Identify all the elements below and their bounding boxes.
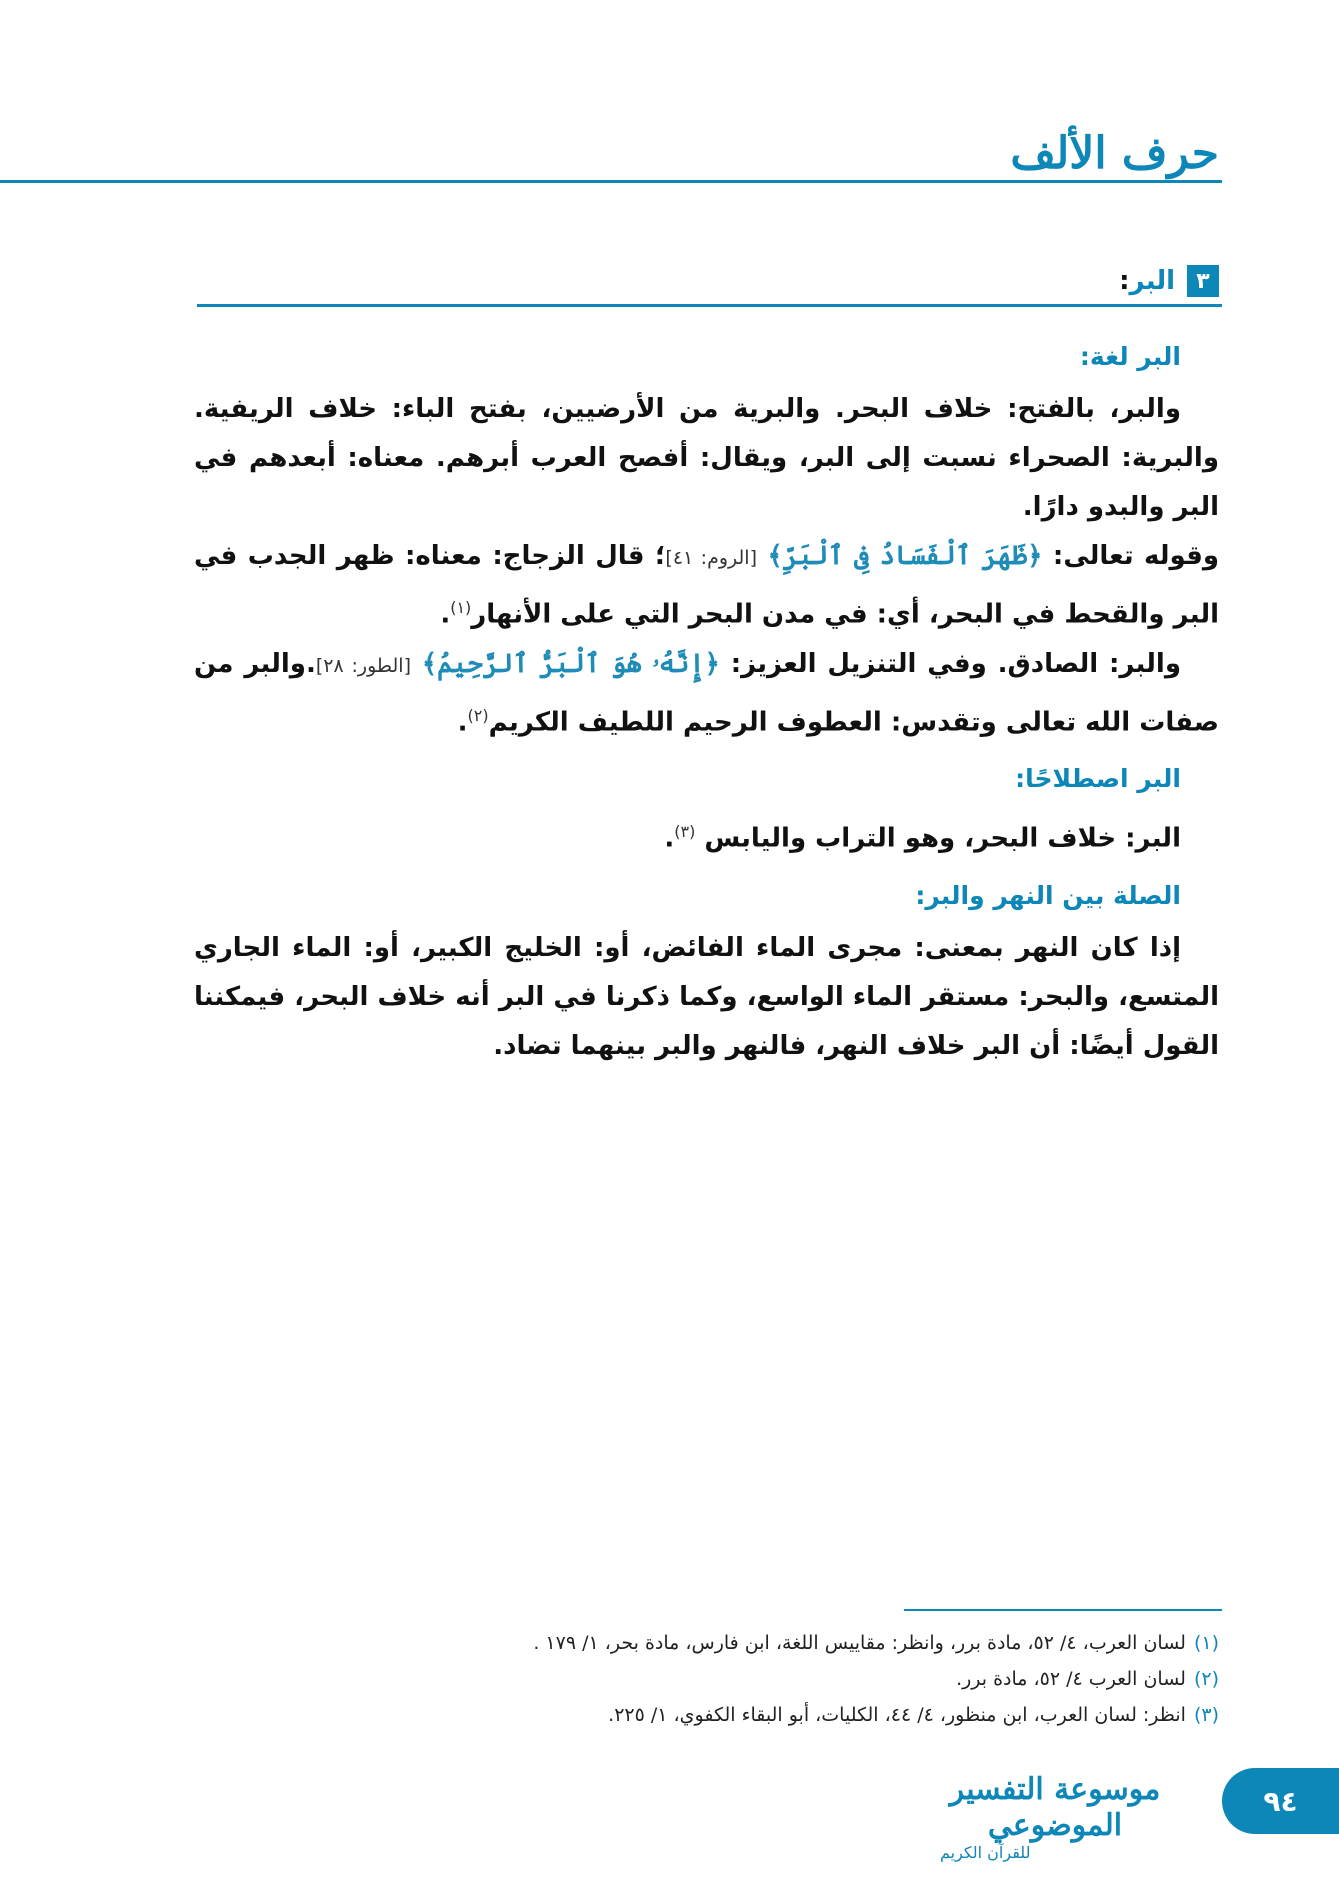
- subheading-technical: البر اصطلاحًا:: [1015, 764, 1181, 794]
- footnote-item: (٢) لسان العرب ٤/ ٥٢، مادة برر.: [956, 1668, 1219, 1690]
- relation-paragraph: إذا كان النهر بمعنى: مجرى الماء الفائض، أو: الخليج الكبير، أو: الماء الجاري المتسع، والبحر: مستقر الماء الواسع، وكما ذكرنا في البر أنه خلاف البحر، فيمكننا القول أيضًا: أن البر خلاف النهر، فالنهر والبر بينهما تضاد.: [194, 932, 1219, 1061]
- quran-verse: ﴿إِنَّهُۥ هُوَ ٱلْبَرُّ ٱلرَّحِيمُ﴾: [421, 648, 720, 679]
- footnote-marker: (٣): [674, 822, 696, 842]
- footnote-divider: [904, 1609, 1222, 1611]
- verse-reference: [الطور: ٢٨]: [315, 654, 411, 677]
- lexical-paragraph-3: والبر: الصادق. وفي التنزيل العزيز: ﴿إِنَّهُۥ هُوَ ٱلْبَرُّ ٱلرَّحِيمُ﴾ [الطور: ٢٨].والبر من صفات الله تعالى وتقدس: العطوف الرحيم اللطيف الكريم$^{(٢)}$.: [194, 648, 1219, 738]
- footnote-marker: (١): [450, 598, 472, 617]
- section-number-badge: ٣: [1187, 265, 1219, 297]
- section-heading: [1119, 265, 1219, 297]
- main-content: [194, 325, 1219, 1071]
- footnote-item: (٣) انظر: لسان العرب، ابن منظور، ٤/ ٤٤، الكليات، أبو البقاء الكفوي، ١/ ٢٢٥.: [608, 1704, 1219, 1726]
- lexical-paragraph-1: والبر، بالفتح: خلاف البحر. والبرية من الأرضيين، بفتح الباء: خلاف الريفية. والبرية: الصحراء نسبت إلى البر، ويقال: أفصح العرب أبرهم. معناه: أبعدهم في البر والبدو دارًا.: [194, 394, 1219, 522]
- footnotes: [194, 1625, 1219, 1733]
- section-title: البر:: [1119, 266, 1175, 296]
- quran-verse: ﴿ظَهَرَ ٱلْفَسَادُ فِى ٱلْبَرِّ﴾: [767, 541, 1043, 571]
- encyclopedia-logo: موسوعة التفسير الموضوعي للقرآن الكريم: [940, 1772, 1161, 1862]
- technical-paragraph: البر: خلاف البحر، وهو التراب واليابس $^{(٣)}$.: [664, 822, 1181, 854]
- footnote-marker: (٢): [467, 705, 489, 725]
- verse-reference: [الروم: ٤١]: [665, 547, 757, 569]
- chapter-title: حرف الألف: [1010, 128, 1219, 179]
- page-number: ٩٤: [1222, 1768, 1339, 1834]
- section-divider: [197, 304, 1222, 307]
- lexical-paragraph-2: وقوله تعالى: ﴿ظَهَرَ ٱلْفَسَادُ فِى ٱلْبَرِّ﴾ [الروم: ٤١]؛ قال الزجاج: معناه: ظهر الجدب في البر والقحط في البحر، أي: في مدن البحر التي على الأنهار$^{(١)}$.: [194, 541, 1220, 630]
- subheading-lexical: البر لغة:: [1079, 342, 1181, 371]
- footnote-item: (١) لسان العرب، ٤/ ٥٢، مادة برر، وانظر: مقاييس اللغة، ابن فارس، مادة بحر، ١/ ١٧٩ .: [533, 1632, 1219, 1654]
- header-divider: [0, 180, 1222, 183]
- subheading-relation: الصلة بين النهر والبر:: [915, 880, 1181, 910]
